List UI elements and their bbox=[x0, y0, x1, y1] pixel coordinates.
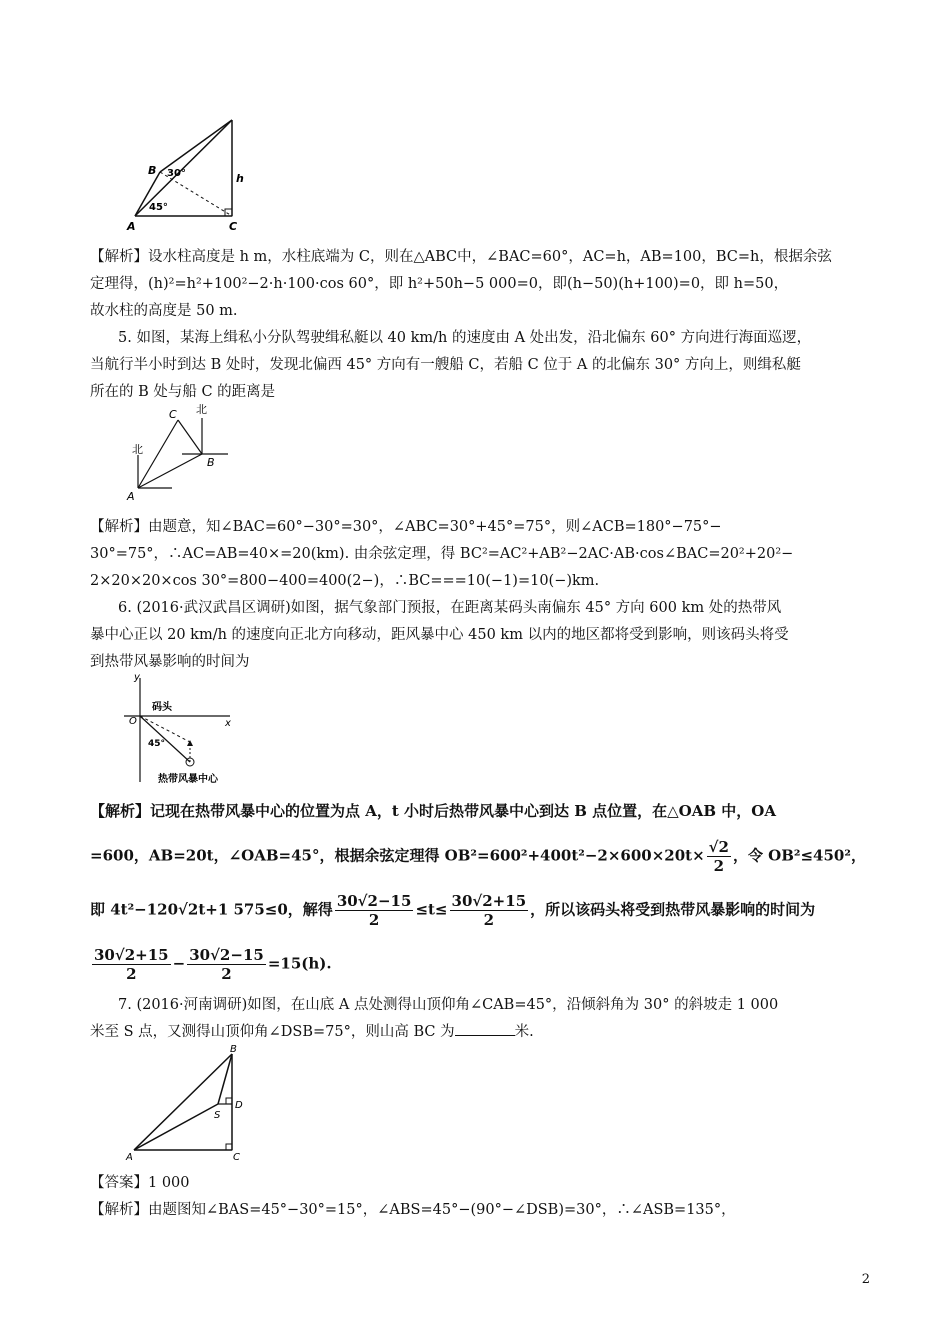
q6-solution-line-4 bbox=[90, 946, 870, 983]
figure-smuggling-boat bbox=[120, 400, 235, 510]
q7-sol-line-1: 【解析】由题图知∠BAS=45°−30°=15°，∠ABS=45°−(90°−∠DSB)=30°，∴∠ASB=135°， bbox=[90, 1202, 736, 1218]
fig4-label-b: B bbox=[230, 1044, 237, 1055]
fig1-label-30: 30° bbox=[167, 168, 186, 179]
fig3-label-x: x bbox=[225, 718, 231, 729]
fig2-label-b: B bbox=[207, 456, 215, 469]
fig1-label-h: h bbox=[236, 172, 244, 185]
q4-sol-line-3: 故水柱的高度是 50 m. bbox=[90, 303, 238, 319]
q5-line-2: 当航行半小时到达 B 处时，发现北偏西 45° 方向有一艘船 C，若船 C 位于 A 的北偏东 30° 方向上，则缉私艇 bbox=[90, 357, 801, 373]
fig1-label-b: B bbox=[148, 164, 157, 177]
fig3-label-storm: 热带风暴中心 bbox=[158, 774, 218, 785]
q6-solution bbox=[90, 796, 870, 826]
q6-sol-line-2b: ，令 OB²≤450²， bbox=[732, 846, 866, 865]
q4-solution bbox=[90, 244, 870, 325]
q5-line-3: 所在的 B 处与船 C 的距离是 bbox=[90, 384, 276, 400]
page-number: 2 bbox=[861, 1272, 870, 1287]
figure-tropical-storm bbox=[118, 670, 248, 790]
q6-question bbox=[90, 595, 870, 676]
fig4-label-a: A bbox=[126, 1152, 133, 1162]
q6-fraction-sqrt2-over-2 bbox=[707, 838, 731, 875]
fig3-label-45: 45° bbox=[148, 739, 166, 749]
q6-sol-line-3b: ，所以该码头将受到热带风暴影响的时间为 bbox=[530, 900, 816, 919]
q5-line-1: 5. 如图，某海上缉私小分队驾驶缉私艇以 40 km/h 的速度由 A 处出发，沿北偏东 60° 方向进行海面巡逻， bbox=[118, 330, 812, 346]
q5-sol-line-1: 【解析】由题意，知∠BAC=60°−30°=30°，∠ABC=30°+45°=75°，则∠ACB=180°−75°− bbox=[90, 519, 722, 535]
q5-sol-line-2: 30°=75°，∴AC=AB=40×=20(km). 由余弦定理，得 BC²=AC²+AB²−2AC·AB·cos∠BAC=20²+20²− bbox=[90, 546, 794, 562]
q6-sol-line-2a: =600，AB=20t，∠OAB=45°，根据余弦定理得 OB²=600²+400t²−2×600×20t× bbox=[90, 846, 705, 865]
q6-solution-line-3 bbox=[90, 892, 870, 929]
fig3-label-y: y bbox=[134, 672, 140, 683]
fig4-label-d: D bbox=[235, 1100, 243, 1111]
q4-sol-line-1: 【解析】设水柱高度是 h m，水柱底端为 C，则在△ABC中，∠BAC=60°，AC=h，AB=100，BC=h，根据余弦 bbox=[90, 249, 832, 265]
fig2-north-a: 北 bbox=[132, 443, 143, 456]
q6-frac-num: √2 bbox=[708, 838, 729, 856]
q6-fraction-upper: $\frac{30√2+15}{2}$ bbox=[451, 892, 527, 929]
q6-line-2: 暴中心正以 20 km/h 的速度向正北方向移动，距风暴中心 450 km 以内的地区都将受到影响，则该码头将受 bbox=[90, 627, 789, 643]
figure-mountain bbox=[120, 1042, 250, 1162]
fig2-north-b: 北 bbox=[196, 403, 207, 416]
q7-answer-solution bbox=[90, 1170, 870, 1224]
figure-water-column bbox=[115, 112, 250, 237]
fig3-label-dock: 码头 bbox=[152, 702, 172, 713]
q7-question bbox=[90, 992, 870, 1046]
fig2-label-a: A bbox=[127, 490, 135, 503]
fig4-label-c: C bbox=[233, 1152, 240, 1162]
fig1-label-a: A bbox=[127, 220, 136, 233]
q6-sol-line-1: 【解析】记现在热带风暴中心的位置为点 A，t 小时后热带风暴中心到达 B 点位置，在△OAB 中，OA bbox=[90, 802, 776, 820]
q6-fraction-a: $\frac{30√2+15}{2}$ bbox=[94, 946, 169, 983]
q6-fraction-b: $\frac{30√2-15}{2}$ bbox=[189, 946, 264, 983]
q6-fraction-lower: $\frac{30√2-15}{2}$ bbox=[336, 892, 412, 929]
q7-line-2: 米至 S 点，又测得山顶仰角∠DSB=75°，则山高 BC 为 米. bbox=[90, 1019, 870, 1046]
fig4-label-s: S bbox=[214, 1110, 221, 1121]
q6-line-3: 到热带风暴影响的时间为 bbox=[90, 654, 250, 670]
q5-solution bbox=[90, 514, 870, 595]
q6-sol-minus: − bbox=[172, 954, 186, 973]
fig1-label-c: C bbox=[229, 220, 238, 233]
q7-line-1: 7. (2016·河南调研)如图，在山底 A 点处测得山顶仰角∠CAB=45°，沿倾斜角为 30° 的斜坡走 1 000 bbox=[118, 997, 779, 1013]
q6-sol-line-3a: 即 4t²−120√2t+1 575≤0，解得 bbox=[90, 900, 333, 919]
q4-sol-line-2: 定理得，(h)²=h²+100²−2·h·100·cos 60°，即 h²+50h−5 000=0，即(h−50)(h+100)=0，即 h=50， bbox=[90, 276, 789, 292]
q7-answer: 【答案】1 000 bbox=[90, 1175, 190, 1191]
q5-sol-line-3: 2×20×20×cos 30°=800−400=400(2−)，∴BC===10(−1)=10(−)km. bbox=[90, 573, 600, 589]
fig1-label-45: 45° bbox=[149, 202, 168, 213]
fig2-label-c: C bbox=[169, 408, 177, 421]
q6-line-1: 6. (2016·武汉武昌区调研)如图，据气象部门预报，在距离某码头南偏东 45° 方向 600 km 处的热带风 bbox=[118, 600, 782, 616]
fig3-label-o: O bbox=[129, 716, 137, 727]
q6-solution-line-2 bbox=[90, 838, 870, 875]
q6-sol-line-3-mid: ≤t≤ bbox=[415, 900, 448, 919]
q6-frac-den: 2 bbox=[713, 857, 725, 875]
q5-question bbox=[90, 325, 870, 406]
q6-sol-result: =15(h). bbox=[267, 954, 332, 973]
answer-blank bbox=[455, 1021, 515, 1036]
